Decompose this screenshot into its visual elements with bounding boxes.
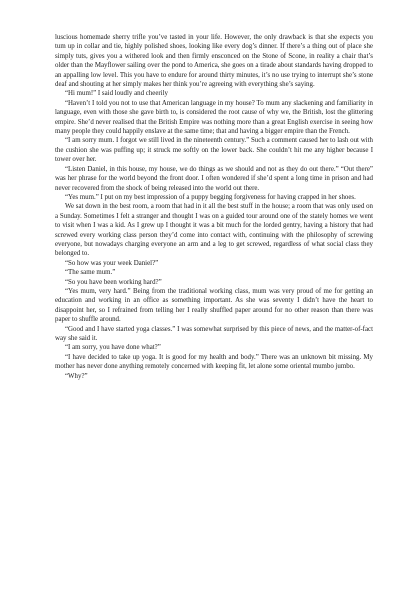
paragraph-9: “The same mum.” xyxy=(65,269,116,277)
paragraph-3: “Haven’t I told you not to use that American language in my house? To mum any slackening and familiarity in language, even with those she gave birth to, is considered the root cause of why we, the British, lost the glittering empire. She’d never realised that the British Empire was nothing more than a great English exercise in seeing how many people they could happily enslave at the same time; that and having a bigger empire than the French. xyxy=(55,99,373,136)
paragraph-14: “I have decided to take up yoga. It is good for my health and body.” There was an unknown bit missing. My mother has never done anything remotely concerned with keeping fit, let alone some oriental mumbo jumbo. xyxy=(55,353,373,371)
paragraph-10: “So you have been working hard?” xyxy=(65,278,162,286)
paragraph-4: “I am sorry mum. I forgot we still lived in the nineteenth century.” Such a comment caused her to lash out with the cushion she was puffing up; it struck me softly on the lower back. She couldn’t hit me any higher because I tower over her. xyxy=(55,137,373,164)
paragraph-5: “Listen Daniel, in this house, my house, we do things as we should and not as they do out there.” “Out there” was her phrase for the world beyond the front door. I often wondered if she’d spent a long time in prison and had never recovered from the shock of being released into the world out there. xyxy=(55,165,373,192)
paragraph-15: “Why?” xyxy=(65,372,88,380)
paragraph-11: “Yes mum, very hard.” Being from the traditional working class, mum was very proud of me for getting an education and working in an office as something important. As she was seventy I didn’t have the heart to disappoint her, so I refrained from telling her I really shuffled paper around for no other reason than there was paper to shuffle around. xyxy=(55,287,373,324)
paragraph-1: luscious homemade sherry trifle you’ve tasted in your life. However, the only drawback is that she expects you tum up in collar and tie, highly polished shoes, looking like every dog’s dinner. If there’s a thing out of place she simply tuts, gives you a withered look and then firmly ensconced on the Stone of Scone, in reality a chair that’s older than the Mayflower sailing over the pond to America, she goes on a tirade about standards having dropped to an appalling low level. This you have to endure for around thirty minutes, it’s no use trying to interrupt she’s stone deaf and shouting at her simply makes her think you’re agreeing with everything she’s saying. xyxy=(55,34,373,89)
paragraph-7: We sat down in the best room, a room that had in it all the best stuff in the house; a room that was only used on a Sunday. Sometimes I felt a stranger and thought I was on a guided tour around one of the stately homes we went to visit when I was a kid. As I grew up I thought it was a bit much for the lorded gentry, having a history that had screwed every working class person they’d come into contact with, continuing with the philosophy of screwing everyone, but nowadays charging everyone an arm and a leg to get screwed, regardless of what social class they belonged to. xyxy=(55,203,373,258)
paragraph-13: “I am sorry, you have done what?” xyxy=(65,344,161,352)
document-page xyxy=(55,33,373,573)
paragraph-8: “So how was your week Daniel?” xyxy=(65,259,159,267)
paragraph-6: “Yes mum.” I put on my best impression of a puppy begging forgiveness for having crapped in her shoes. xyxy=(65,193,356,201)
paragraph-2: “Hi mum!” I said loudly and cheerily xyxy=(65,90,168,98)
paragraph-12: “Good and I have started yoga classes.” I was somewhat surprised by this piece of news, and the matter-of-fact way she said it. xyxy=(55,325,373,342)
